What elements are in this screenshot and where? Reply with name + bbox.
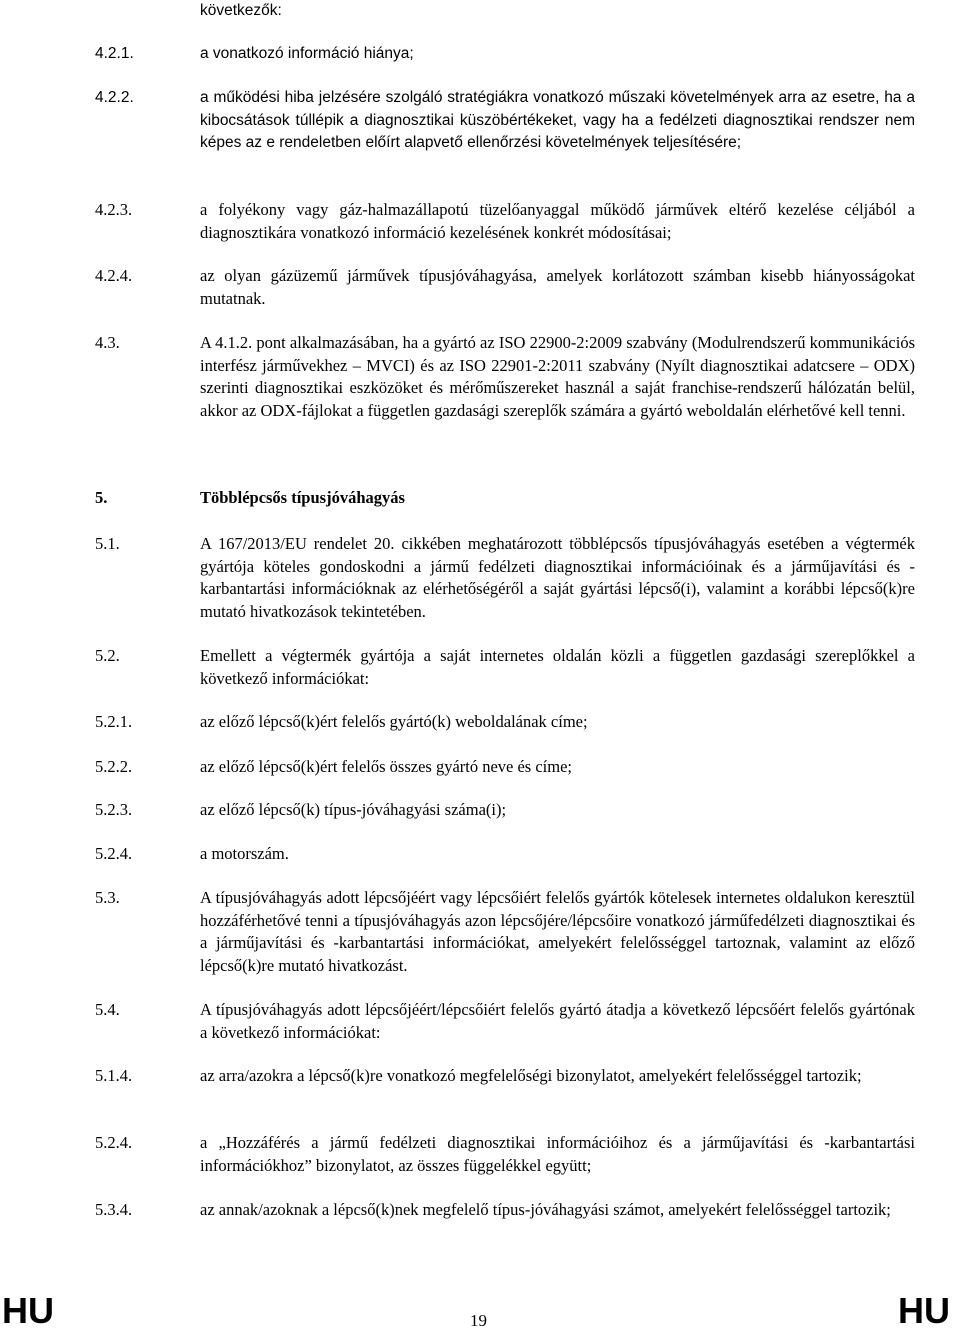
list-item	[95, 711, 915, 734]
item-number: 5.2.4.	[95, 844, 133, 863]
item-text: A típusjóváhagyás adott lépcsőjéért/lépcsőiért felelős gyártó átadja a következő lépcsőért felelős gyártónak a következő információkat:	[200, 1000, 915, 1042]
footer-language-right: HU	[898, 1290, 950, 1331]
item-number: 4.3.	[95, 333, 120, 352]
item-number: 5.2.2.	[95, 757, 133, 776]
list-item	[95, 999, 915, 1044]
item-number: 5.1.4.	[95, 1066, 133, 1085]
item-text: a motorszám.	[200, 844, 289, 863]
item-number: 5.3.	[95, 888, 120, 907]
item-number: 5.3.4.	[95, 1200, 133, 1219]
item-text: A 167/2013/EU rendelet 20. cikkében meghatározott többlépcsős típusjóváhagyás esetében a végtermék gyártója köteles gondoskodni a jármű fedélzeti diagnosztikai információinak és a járműjavítási és -karbantartási információknak az elérhetőségéről a saját gyártási lépcső(i), valamint a korábbi lépcső(k)re mutató hivatkozások tekintetében.	[200, 534, 915, 621]
item-text: az előző lépcső(k)ért felelős összes gyártó neve és címe;	[200, 757, 573, 776]
item-text: az előző lépcső(k)ért felelős gyártó(k) weboldalának címe;	[200, 712, 588, 731]
item-text: A típusjóváhagyás adott lépcsőjéért vagy lépcsőiért felelős gyártók kötelesek internetes oldalukon keresztül hozzáférhetővé tenni a típusjóváhagyás azon lépcsőjére/lépcsőire vonatkozó járműfedélzeti diagnosztikai és a járműjavítási és -karbantartási információkat, amelyekért felelősséggel tartoznak, valamint az előző lépcső(k)re mutató hivatkozást.	[200, 888, 915, 975]
item-number: 5.4.	[95, 1000, 120, 1019]
list-item	[95, 265, 915, 310]
list-item	[95, 645, 915, 690]
list-item	[95, 843, 915, 866]
item-text: az annak/azoknak a lépcső(k)nek megfelelő típus-jóváhagyási számot, amelyekért felelősséggel tartozik;	[200, 1200, 891, 1219]
list-item	[95, 1065, 915, 1088]
page-number: 19	[470, 1311, 487, 1330]
intro-text: következők:	[200, 2, 282, 19]
item-number: 4.2.4.	[95, 266, 133, 285]
list-item	[95, 533, 915, 623]
section-heading	[95, 487, 915, 510]
item-number: 5.2.1.	[95, 712, 133, 731]
item-number: 4.2.3.	[95, 200, 133, 219]
list-item	[95, 756, 915, 779]
item-number: 5.2.4.	[95, 1133, 133, 1152]
item-text: Emellett a végtermék gyártója a saját internetes oldalán közli a független gazdasági szereplőkkel a következő információkat:	[200, 646, 915, 688]
list-item	[95, 332, 915, 422]
item-text: a folyékony vagy gáz-halmazállapotú tüzelőanyaggal működő járművek eltérő kezelése céljából a diagnosztikára vonatkozó információ kezelésének konkrét módosításai;	[200, 200, 915, 242]
section-title: Többlépcsős típusjóváhagyás	[200, 488, 405, 507]
item-text: az előző lépcső(k) típus-jóváhagyási száma(i);	[200, 800, 507, 819]
list-item	[95, 1132, 915, 1177]
item-number: 4.2.2.	[95, 89, 134, 106]
item-text: a „Hozzáférés a jármű fedélzeti diagnosztikai információihoz és a járműjavítási és -karbantartási információkhoz” bizonylatot, az összes függelékkel együtt;	[200, 1133, 915, 1175]
list-item	[95, 199, 915, 244]
item-text: a működési hiba jelzésére szolgáló stratégiákra vonatkozó műszaki követelmények arra az esetre, ha a kibocsátások túllépik a diagnosztikai küszöbértékeket, vagy ha a fedélzeti diagnosztikai rendszer nem képes az e rendeletben előírt alapvető ellenőrzési követelmények teljesítésére;	[200, 89, 915, 152]
list-item	[95, 1199, 915, 1222]
item-number: 5.1.	[95, 534, 120, 553]
item-text: a vonatkozó információ hiánya;	[200, 45, 414, 62]
list-item	[95, 43, 915, 66]
section-number: 5.	[95, 488, 108, 507]
item-number: 5.2.3.	[95, 800, 133, 819]
item-text: az arra/azokra a lépcső(k)re vonatkozó megfelelőségi bizonylatot, amelyekért felelősséggel tartozik;	[200, 1066, 862, 1085]
list-item	[95, 799, 915, 822]
list-item	[95, 887, 915, 977]
item-text: A 4.1.2. pont alkalmazásában, ha a gyártó az ISO 22900-2:2009 szabvány (Modulrendszerű kommunikációs interfész járművekhez – MVCI) és az ISO 22901-2:2011 szabvány (Nyílt diagnosztikai adatcsere – ODX) szerinti diagnosztikai eszközöket és mérőműszereket használ a saját franchise-rendszerű hálózatán belül, akkor az ODX-fájlokat a független gazdasági szereplők számára a gyártó weboldalán elérhetővé kell tenni.	[200, 333, 915, 420]
item-number: 4.2.1.	[95, 45, 134, 62]
footer-language-left: HU	[2, 1290, 54, 1331]
list-item	[95, 87, 915, 155]
item-number: 5.2.	[95, 646, 120, 665]
item-text: az olyan gázüzemű járművek típusjóváhagyása, amelyek korlátozott számban kisebb hiányosságokat mutatnak.	[200, 266, 915, 308]
